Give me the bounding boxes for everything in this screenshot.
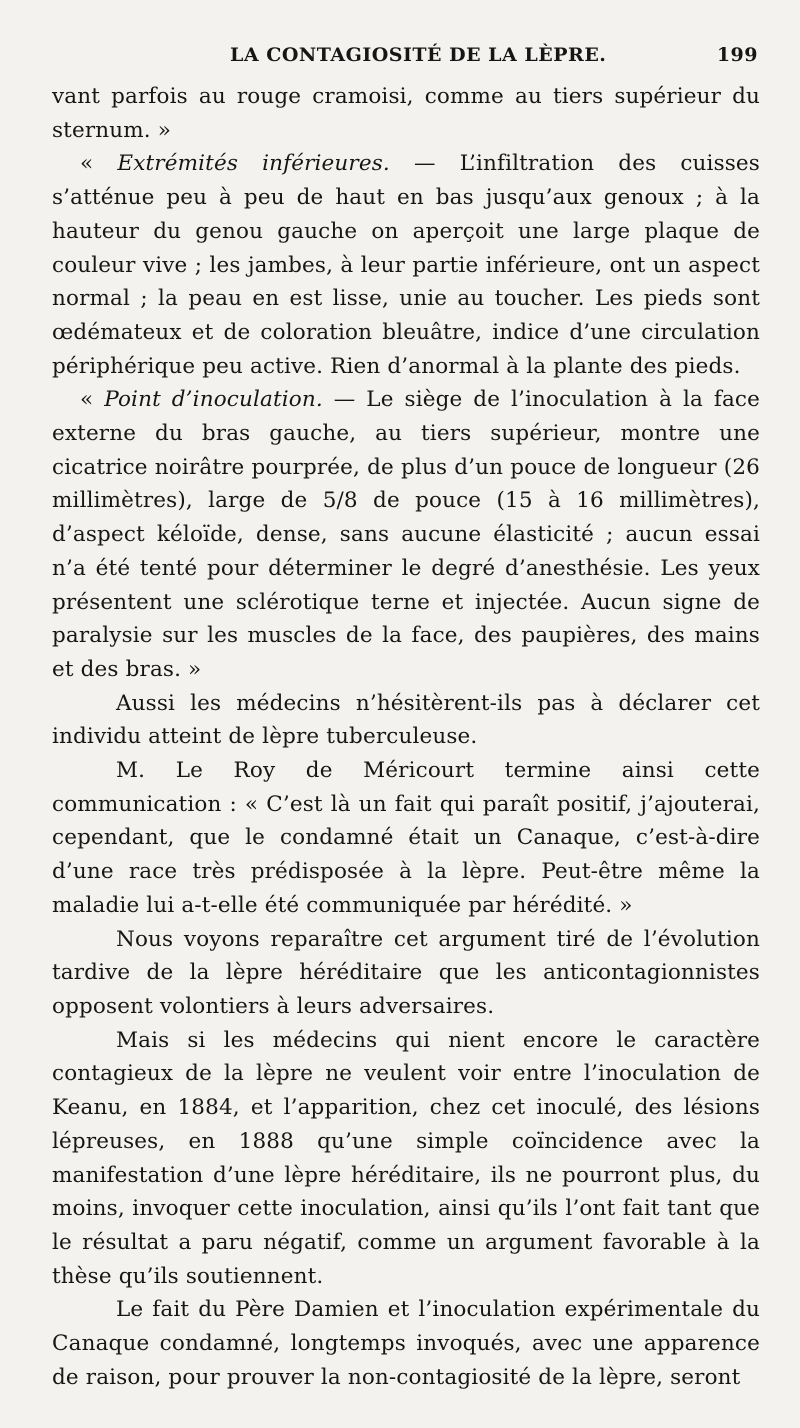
paragraph-4 xyxy=(52,687,760,754)
paragraph-3 xyxy=(52,383,760,686)
paragraph-8 xyxy=(52,1293,760,1394)
section-heading-inoculation: Point d’inoculation. xyxy=(104,387,323,413)
paragraph-text: M. Le Roy de Méricourt termine ainsi cette communication : « C’est là un fait qui paraît positif, j’ajouterai, cependant, que le condamné était un Canaque, c’est-à-dire d’une race très prédisposée à la lèpre. Peut-être même la maladie lui a-t-elle été communiquée par hérédité. » xyxy=(52,758,760,918)
paragraph-text: vant parfois au rouge cramoisi, comme au tiers supérieur du sternum. » xyxy=(52,84,760,143)
running-title: LA CONTAGIOSITÉ DE LA LÈPRE. xyxy=(230,44,607,66)
paragraph-text: — L’infiltration des cuisses s’atténue peu à peu de haut en bas jusqu’aux genoux ; à la hauteur du genou gauche on aperçoit une large plaque de couleur vive ; les jambes, à leur partie inférieure, ont un aspect normal ; la peau en est lisse, unie au toucher. Les pieds sont œdémateux et de coloration bleuâtre, indice d’une circulation périphérique peu active. Rien d’anormal à la plante des pieds. xyxy=(52,151,760,379)
paragraph-text: Mais si les médecins qui nient encore le caractère contagieux de la lèpre ne veulent voir entre l’inoculation de Keanu, en 1884, et l’apparition, chez cet inoculé, des lésions lépreuses, en 1888 qu’une simple coïncidence avec la manifestation d’une lèpre héréditaire, ils ne pourront plus, du moins, invoquer cette inoculation, ainsi qu’ils l’ont fait tant que le résultat a paru négatif, comme un argument favorable à la thèse qu’ils soutiennent. xyxy=(52,1027,760,1289)
paragraph-text: Aussi les médecins n’hésitèrent-ils pas à déclarer cet individu atteint de lèpre tuberculeuse. xyxy=(52,690,760,750)
open-quote: « xyxy=(80,387,105,413)
paragraph-text: — Le siège de l’inoculation à la face externe du bras gauche, au tiers supérieur, montre une cicatrice noirâtre pourprée, de plus d’un pouce de longueur (26 millimètres), large de 5/8 de pouce (15 à 16 millimètres), d’aspect kéloïde, dense, sans aucune élasticité ; aucun essai n’a été tenté pour déterminer le degré d’anesthésie. Les yeux présentent une sclérotique terne et injectée. Aucun signe de paralysie sur les muscles de la face, des paupières, des mains et des bras. » xyxy=(52,387,760,682)
paragraph-5 xyxy=(52,754,760,923)
paragraph-1 xyxy=(52,80,760,147)
section-heading-extremites: Extrémités inférieures. xyxy=(117,151,390,177)
paragraph-text: Nous voyons reparaître cet argument tiré de l’évolution tardive de la lèpre héréditaire que les anticontagionnistes opposent volontiers à leurs adversaires. xyxy=(52,926,760,1019)
page-body xyxy=(52,80,760,1394)
open-quote: « xyxy=(80,151,118,177)
page-number: 199 xyxy=(716,44,758,66)
paragraph-7 xyxy=(52,1024,760,1294)
paragraph-2 xyxy=(52,147,760,383)
paragraph-text: Le fait du Père Damien et l’inoculation expérimentale du Canaque condamné, longtemps invoqués, avec une apparence de raison, pour prouver la non-contagiosité de la lèpre, seront xyxy=(52,1297,760,1390)
paragraph-6 xyxy=(52,923,760,1024)
